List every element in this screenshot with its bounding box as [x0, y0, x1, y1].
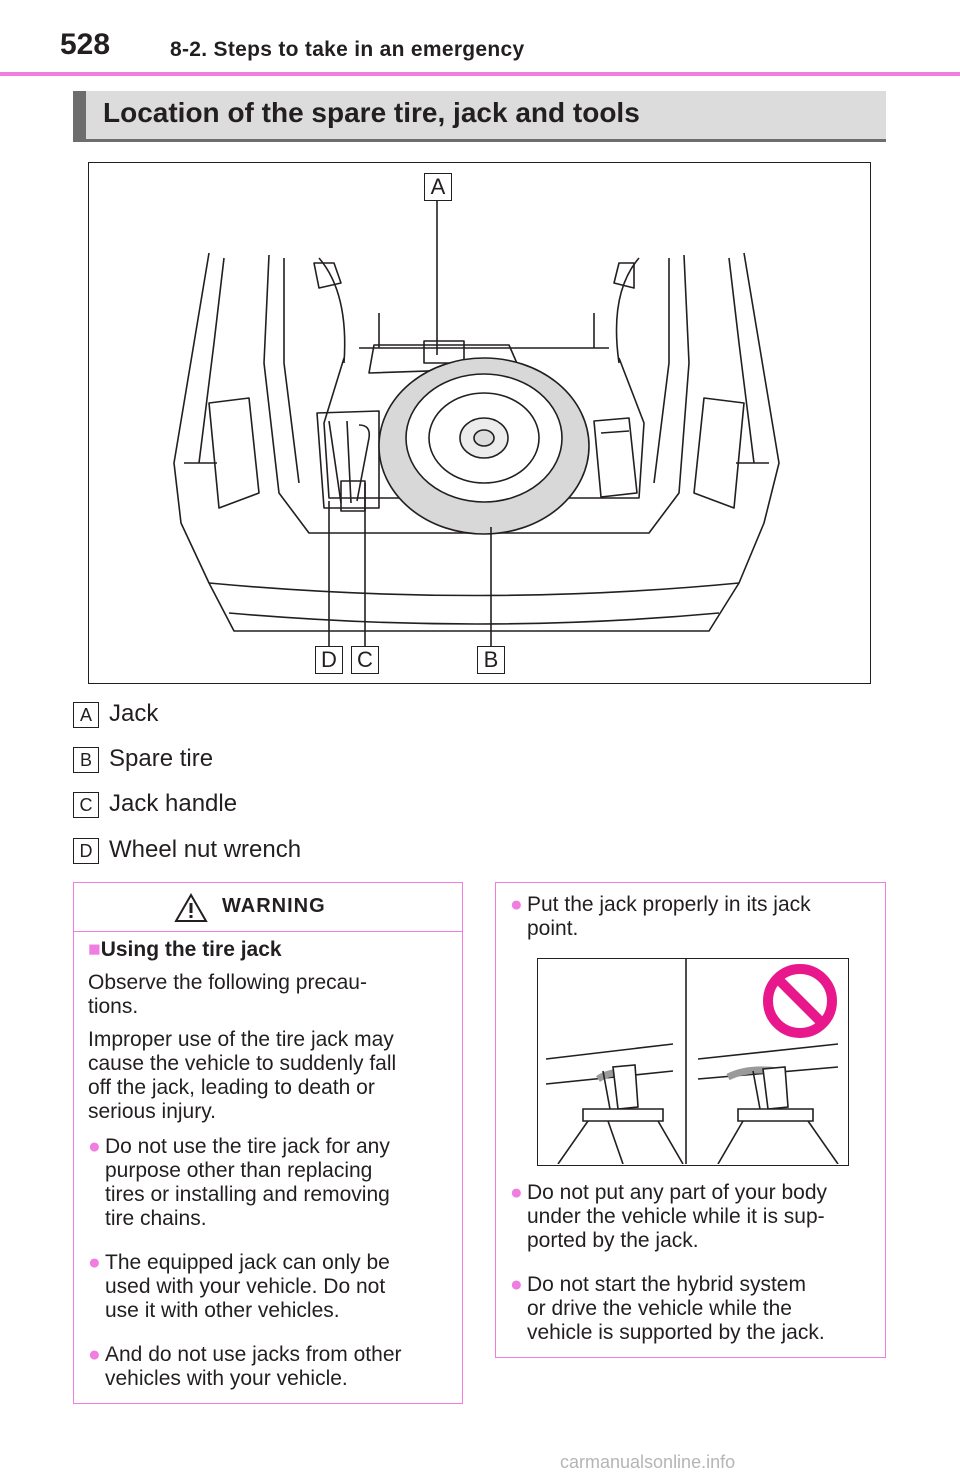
section-title-underline	[73, 139, 886, 142]
legend-tag: D	[73, 838, 99, 864]
warning-continued-box: ● Put the jack properly in its jack point. ● Do not put any part of your body under the vehicle while it is sup- ported by the jack. ● Do not start the hybrid system or drive the vehicle while the vehicle is supported by the jack.	[495, 882, 886, 1358]
warning-box: WARNING ■Using the tire jack Observe the following precau- tions. Improper use of the tire jack may cause the vehicle to suddenly fall off the jack, leading to death or serious injury. ● Do not use the tire jack for any purpose other than replacing tires or installing and removing tire chains. ● The equipped jack can only be used with your vehicle. Do not use it with other vehicles. ● And do not use jacks from other vehicles with your vehicle.	[73, 882, 463, 1404]
warning-header	[74, 883, 462, 932]
callout-a: A	[424, 173, 452, 201]
legend-tag: B	[73, 747, 99, 773]
legend-text: Spare tire	[109, 745, 214, 772]
page-number: 528	[60, 28, 111, 61]
jack-point-illustration	[537, 958, 849, 1166]
section-title: Location of the spare tire, jack and tools	[103, 97, 640, 128]
legend-text: Jack	[109, 700, 159, 727]
legend-text: Wheel nut wrench	[109, 836, 302, 863]
chapter-title: 8-2. Steps to take in an emergency	[170, 38, 525, 61]
legend-tag: A	[73, 702, 99, 728]
legend-tag: C	[73, 792, 99, 818]
prohibited-icon	[768, 969, 832, 1033]
warning-triangle-icon	[174, 893, 208, 923]
legend-text: Jack handle	[109, 790, 238, 817]
warning-label: WARNING	[222, 895, 326, 917]
header-rule	[0, 72, 960, 76]
section-title-bar	[73, 91, 886, 141]
trunk-illustration	[88, 162, 871, 684]
callout-b: B	[477, 646, 505, 674]
warning-subheading: ■Using the tire jack	[88, 938, 282, 961]
warning-paragraph-1: Observe the following precau- tions.	[88, 971, 367, 1018]
warning-paragraph-2: Improper use of the tire jack may cause the vehicle to suddenly fall off the jack, leading to death or serious injury.	[88, 1028, 397, 1123]
callout-c: C	[351, 646, 379, 674]
jack-drawing	[538, 959, 847, 1164]
watermark-text: carmanualsonline.info	[560, 1452, 736, 1472]
trunk-drawing	[89, 163, 869, 682]
callout-d: D	[315, 646, 343, 674]
